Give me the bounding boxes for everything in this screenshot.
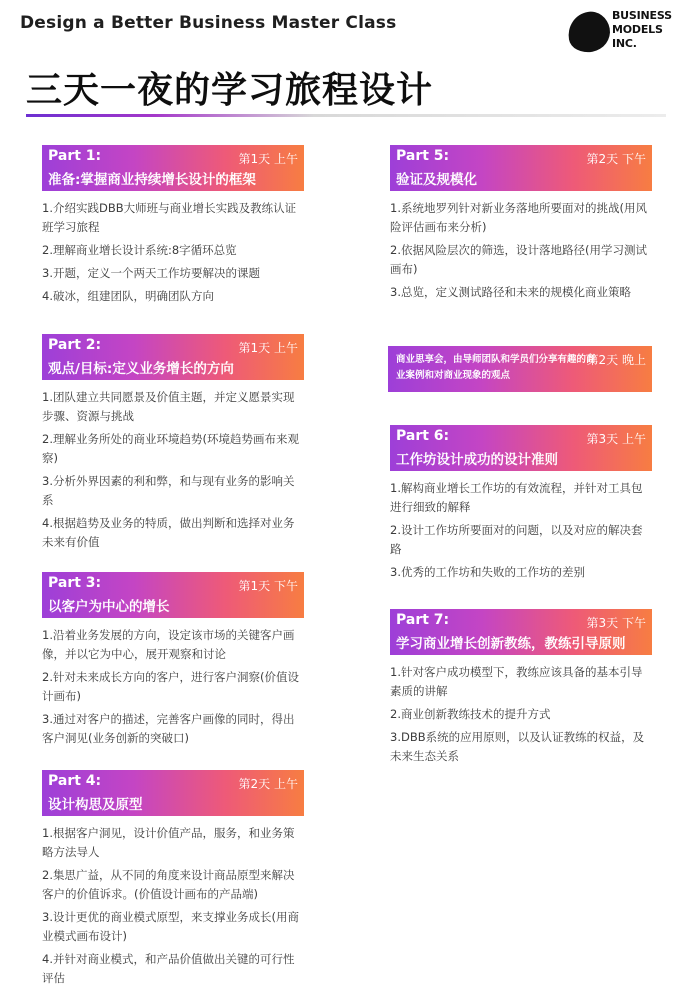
- part-header: [390, 425, 652, 471]
- list-item: 2.设计工作坊所要面对的问题，以及对应的解决套路: [390, 523, 643, 556]
- part-label: Part 5:: [396, 148, 450, 164]
- title-underline: [26, 114, 666, 117]
- part-label: Part 1:: [48, 148, 102, 164]
- list-item: 3.通过对客户的描述，完善客户画像的同时，得出客户洞见(业务创新的突破口): [42, 712, 295, 745]
- part-items: [390, 199, 652, 302]
- part-label: Part 6:: [396, 428, 450, 444]
- part-header: [390, 145, 652, 191]
- list-item: 1.沿着业务发展的方向，设定该市场的关键客户画像，并以它为中心，展开观察和讨论: [42, 628, 295, 661]
- part-subtitle: 学习商业增长创新教练，教练引导原则: [396, 636, 626, 652]
- part-subtitle: 验证及规模化: [396, 172, 477, 188]
- part-subtitle: 以客户为中心的增长: [48, 599, 170, 615]
- list-item: 1.介绍实践DBB大师班与商业增长实践及教练认证班学习旅程: [42, 201, 297, 234]
- part-time: 第3天 下午: [586, 616, 646, 630]
- business-models-inc-logo: [568, 9, 688, 57]
- page-title: 三天一夜的学习旅程设计: [26, 70, 434, 111]
- part-items: [42, 824, 304, 988]
- list-item: 3.设计更优的商业模式原型，来支撑业务成长(用商业模式画布设计): [42, 910, 299, 943]
- list-item: 2.理解业务所处的商业环境趋势(环境趋势画布来观察): [42, 432, 299, 465]
- list-item: 1.系统地罗列针对新业务落地所要面对的挑战(用风险评估画布来分析): [390, 201, 647, 234]
- evening-session-time: 第2天 晚上: [586, 353, 646, 367]
- part-header: [42, 572, 304, 618]
- part-header: [42, 334, 304, 380]
- list-item: 3.开题，定义一个两天工作坊要解决的课题: [42, 266, 260, 280]
- part-items: [390, 663, 652, 766]
- part-5-card: [390, 145, 652, 306]
- part-6-card: [390, 425, 652, 586]
- part-time: 第2天 下午: [586, 152, 646, 166]
- list-item: 2.集思广益，从不同的角度来设计商品原型来解决客户的价值诉求。(价值设计画布的产品端): [42, 868, 295, 901]
- part-items: [42, 626, 304, 748]
- part-1-card: [42, 145, 304, 310]
- list-item: 3.DBB系统的应用原则，以及认证教练的权益，及未来生态关系: [390, 730, 645, 763]
- list-item: 3.优秀的工作坊和失败的工作坊的差别: [390, 565, 585, 579]
- part-subtitle: 设计构思及原型: [48, 797, 143, 813]
- part-items: [390, 479, 652, 582]
- list-item: 4.并针对商业模式，和产品价值做出关键的可行性评估: [42, 952, 295, 985]
- part-header: [390, 609, 652, 655]
- evening-session-text: 商业思享会，由导师团队和学员们分享有趣的商业案例和对商业现象的观点: [396, 354, 596, 381]
- list-item: 3.分析外界因素的利和弊，和与现有业务的影响关系: [42, 474, 295, 507]
- logo-blob-icon: [565, 9, 613, 56]
- list-item: 2.商业创新教练技术的提升方式: [390, 707, 551, 721]
- part-time: 第1天 上午: [238, 152, 298, 166]
- list-item: 1.解构商业增长工作坊的有效流程，并针对工具包进行细致的解释: [390, 481, 643, 514]
- evening-session-banner: [388, 346, 652, 392]
- part-header: [42, 145, 304, 191]
- part-4-card: [42, 770, 304, 992]
- part-label: Part 7:: [396, 612, 450, 628]
- list-item: 1.根据客户洞见，设计价值产品，服务，和业务策略方法导人: [42, 826, 295, 859]
- part-subtitle: 准备:掌握商业持续增长设计的框架: [48, 172, 256, 188]
- part-subtitle: 工作坊设计成功的设计准则: [396, 452, 558, 468]
- list-item: 2.依据风险层次的筛选，设计落地路径(用学习测试画布): [390, 243, 647, 276]
- part-header: [42, 770, 304, 816]
- part-subtitle: 观点/目标:定义业务增长的方向: [48, 361, 234, 377]
- list-item: 2.针对未来成长方向的客户，进行客户洞察(价值设计画布): [42, 670, 299, 703]
- list-item: 1.团队建立共同愿景及价值主题，并定义愿景实现步骤、资源与挑战: [42, 390, 295, 423]
- part-time: 第3天 上午: [586, 432, 646, 446]
- part-label: Part 2:: [48, 337, 102, 353]
- part-2-card: [42, 334, 304, 556]
- part-items: [42, 388, 304, 552]
- part-3-card: [42, 572, 304, 752]
- part-time: 第1天 下午: [238, 579, 298, 593]
- part-label: Part 3:: [48, 575, 102, 591]
- course-title: Design a Better Business Master Class: [20, 13, 397, 33]
- logo-wordmark: BUSINESS MODELS INC.: [612, 9, 672, 50]
- part-label: Part 4:: [48, 773, 102, 789]
- part-items: [42, 199, 304, 306]
- part-time: 第2天 上午: [238, 777, 298, 791]
- list-item: 2.理解商业增长设计系统:8字循环总览: [42, 243, 237, 257]
- list-item: 4.破冰，组建团队，明确团队方向: [42, 289, 214, 303]
- list-item: 3.总览，定义测试路径和未来的规模化商业策略: [390, 285, 631, 299]
- list-item: 1.针对客户成功模型下，教练应该具备的基本引导素质的讲解: [390, 665, 643, 698]
- list-item: 4.根据趋势及业务的特质，做出判断和选择对业务未来有价值: [42, 516, 295, 549]
- part-7-card: [390, 609, 652, 770]
- part-time: 第1天 上午: [238, 341, 298, 355]
